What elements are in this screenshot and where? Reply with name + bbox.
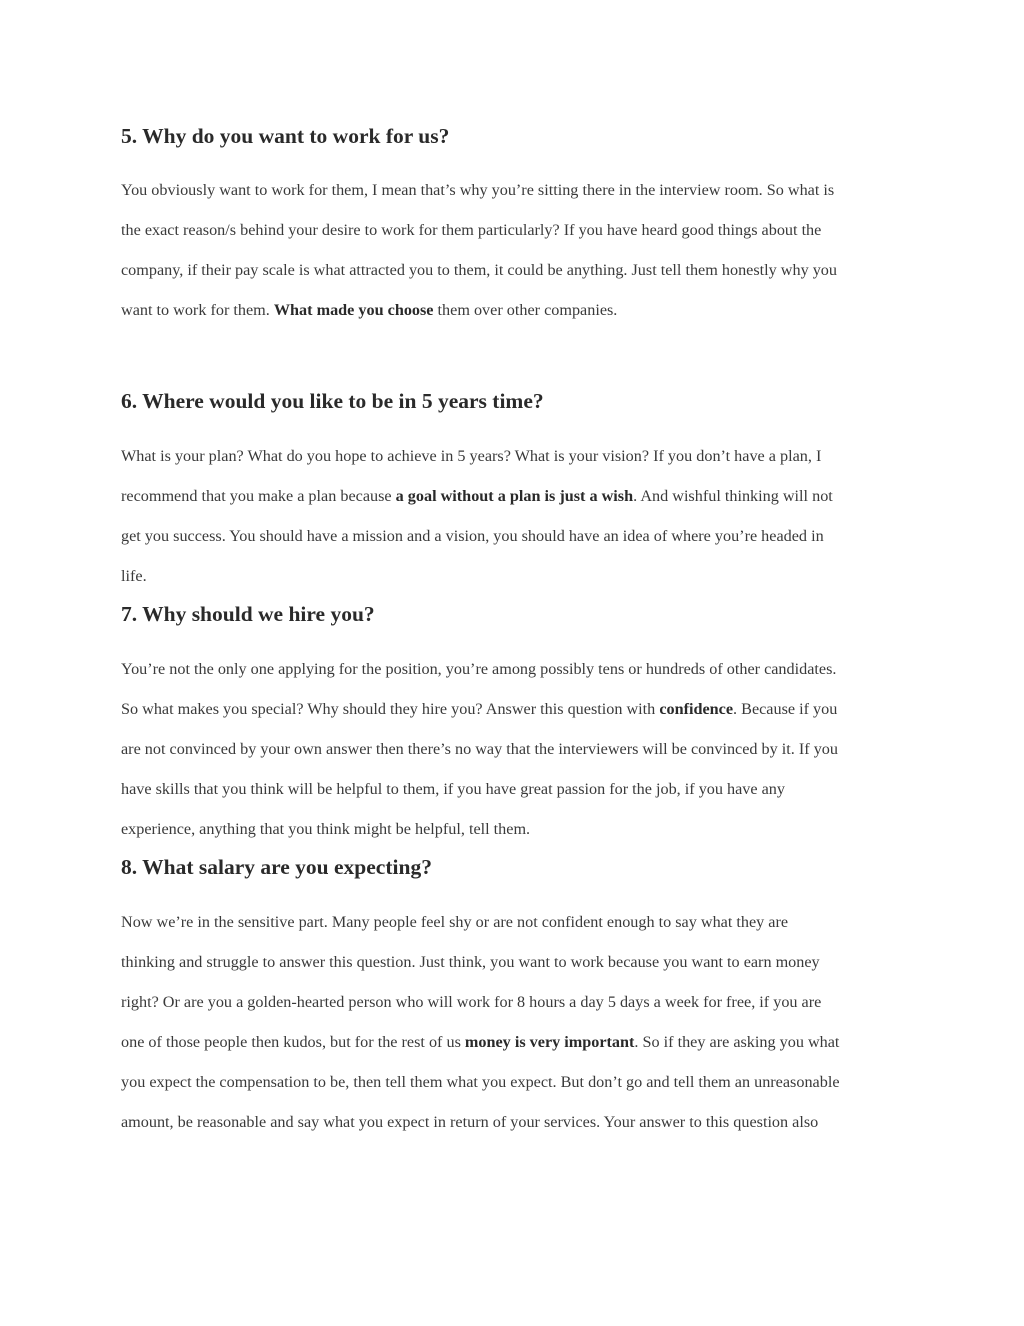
section-8-line-2: thinking and struggle to answer this question. Just think, you want to work because you want to earn money xyxy=(121,953,820,971)
bold-phrase: a goal without a plan is just a wish xyxy=(395,487,634,505)
section-8-line-4: one of those people then kudos, but for the rest of us money is very important. So if they are asking you what xyxy=(121,1033,840,1051)
section-6-line-1: What is your plan? What do you hope to achieve in 5 years? What is your vision? If you don’t have a plan, I xyxy=(121,447,822,465)
section-8-heading: 8. What salary are you expecting? xyxy=(121,855,432,879)
section-5-line-3: company, if their pay scale is what attracted you to them, it could be anything. Just tell them honestly why you xyxy=(121,261,837,279)
section-7-line-5: experience, anything that you think might be helpful, tell them. xyxy=(121,820,531,838)
section-7-line-1: You’re not the only one applying for the position, you’re among possibly tens or hundreds of other candidates. xyxy=(121,660,837,678)
section-5-line-2: the exact reason/s behind your desire to work for them particularly? If you have heard good things about the xyxy=(121,221,822,239)
bold-phrase: What made you choose xyxy=(273,301,434,319)
section-8-line-1: Now we’re in the sensitive part. Many people feel shy or are not confident enough to say what they are xyxy=(121,913,789,931)
section-5-line-1: You obviously want to work for them, I mean that’s why you’re sitting there in the interview room. So what is xyxy=(121,181,835,199)
section-8-line-5: you expect the compensation to be, then tell them what you expect. But don’t go and tell them an unreasonable xyxy=(121,1073,840,1091)
section-7-heading: 7. Why should we hire you? xyxy=(121,602,375,626)
section-5-line-4: want to work for them. What made you choose them over other companies. xyxy=(121,301,618,319)
section-7-line-2: So what makes you special? Why should they hire you? Answer this question with confidence. Because if you xyxy=(121,700,838,718)
section-6-heading: 6. Where would you like to be in 5 years time? xyxy=(121,389,544,413)
section-6-line-3: get you success. You should have a mission and a vision, you should have an idea of where you’re headed in xyxy=(121,527,824,545)
section-7-line-4: have skills that you think will be helpful to them, if you have great passion for the job, if you have any xyxy=(121,780,785,798)
section-8-line-6: amount, be reasonable and say what you expect in return of your services. Your answer to this question also xyxy=(121,1113,819,1131)
section-6-line-4: life. xyxy=(121,567,147,585)
bold-phrase: money is very important xyxy=(464,1033,635,1051)
section-8-line-3: right? Or are you a golden-hearted person who will work for 8 hours a day 5 days a week for free, if you are xyxy=(121,993,822,1011)
section-7-line-3: are not convinced by your own answer then there’s no way that the interviewers will be convinced by it. If you xyxy=(121,740,838,758)
section-5-heading: 5. Why do you want to work for us? xyxy=(121,124,450,148)
bold-phrase: confidence xyxy=(659,700,734,718)
section-6-line-2: recommend that you make a plan because a goal without a plan is just a wish. And wishful thinking will not xyxy=(121,487,833,505)
